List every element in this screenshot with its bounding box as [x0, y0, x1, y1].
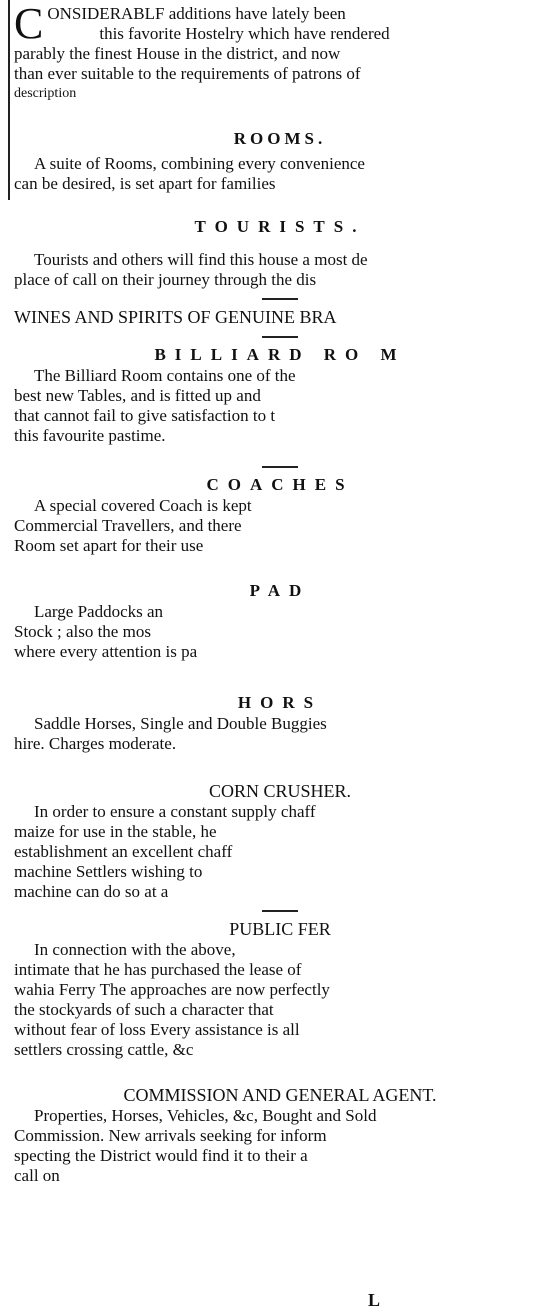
ferry-line: settlers crossing cattle, &c: [14, 1040, 194, 1059]
intro-line: description: [14, 86, 77, 101]
corn-line: machine Settlers wishing to: [14, 862, 203, 881]
horses-line: Saddle Horses, Single and Double Buggies: [34, 714, 327, 733]
ferry-line: intimate that he has purchased the lease of: [14, 960, 302, 979]
corn-line: maize for use in the stable, he: [14, 822, 217, 841]
intro-line: ONSIDERABLF additions have lately been: [47, 4, 346, 23]
paddocks-heading: PAD: [249, 581, 311, 600]
billiard-line: The Billiard Room contains one of the: [34, 366, 296, 385]
wines-heading: WINES AND SPIRITS OF GENUINE BRA: [14, 307, 337, 327]
agent-line: Commission. New arrivals seeking for inform: [14, 1126, 327, 1145]
corn-line: establishment an excellent chaff: [14, 842, 233, 861]
ferry-line: wahia Ferry The approaches are now perfectly: [14, 980, 330, 999]
tourists-line: place of call on their journey through the dis: [14, 270, 317, 289]
separator: [262, 910, 298, 912]
horses-heading: HORS: [237, 693, 323, 712]
coaches-line: Commercial Travellers, and there: [14, 516, 242, 535]
tourists-line: Tourists and others will find this house a most de: [34, 250, 368, 269]
ferry-line: without fear of loss Every assistance is all: [14, 1020, 300, 1039]
corn-heading: CORN CRUSHER.: [208, 781, 352, 801]
column-rule: [8, 0, 10, 200]
rooms-line: can be desired, is set apart for families: [14, 174, 276, 193]
separator: [262, 466, 298, 468]
agent-line: specting the District would find it to their a: [14, 1146, 308, 1165]
signature: L: [368, 1290, 387, 1310]
agent-line: call on: [14, 1166, 60, 1185]
paddocks-line: where every attention is pa: [14, 642, 198, 661]
agent-line: Properties, Horses, Vehicles, &c, Bought and Sold: [34, 1106, 377, 1125]
coaches-line: Room set apart for their use: [14, 536, 204, 555]
tourists-heading: TOURISTS.: [194, 217, 366, 236]
rooms-line: A suite of Rooms, combining every convenience: [34, 154, 365, 173]
intro-line: this favorite Hostelry which have rendered: [99, 24, 390, 43]
rooms-heading: ROOMS.: [233, 129, 327, 148]
ferry-line: the stockyards of such a character that: [14, 1000, 274, 1019]
drop-cap: C: [14, 0, 44, 48]
billiard-line: best new Tables, and is fitted up and: [14, 386, 261, 405]
billiard-line: this favourite pastime.: [14, 426, 166, 445]
corn-line: In order to ensure a constant supply chaff: [34, 802, 316, 821]
advertisement-column: [14, 0, 546, 1186]
ferry-line: In connection with the above,: [34, 940, 236, 959]
billiard-line: that cannot fail to give satisfaction to t: [14, 406, 276, 425]
ferry-heading: PUBLIC FER: [229, 919, 331, 939]
paddocks-line: Large Paddocks an: [34, 602, 164, 621]
separator: [262, 336, 298, 338]
separator: [262, 298, 298, 300]
corn-line: machine can do so at a: [14, 882, 169, 901]
intro-section: [14, 0, 546, 104]
horses-line: hire. Charges moderate.: [14, 734, 177, 753]
intro-line: than ever suitable to the requirements of patrons of: [14, 64, 361, 83]
paddocks-line: Stock ; also the mos: [14, 622, 151, 641]
intro-line: parably the finest House in the district, and now: [14, 44, 341, 63]
coaches-line: A special covered Coach is kept: [34, 496, 252, 515]
coaches-heading: COACHES: [206, 475, 354, 494]
billiard-heading: BILLIARD RO M: [154, 345, 406, 364]
agent-heading: COMMISSION AND GENERAL AGENT.: [123, 1085, 437, 1105]
